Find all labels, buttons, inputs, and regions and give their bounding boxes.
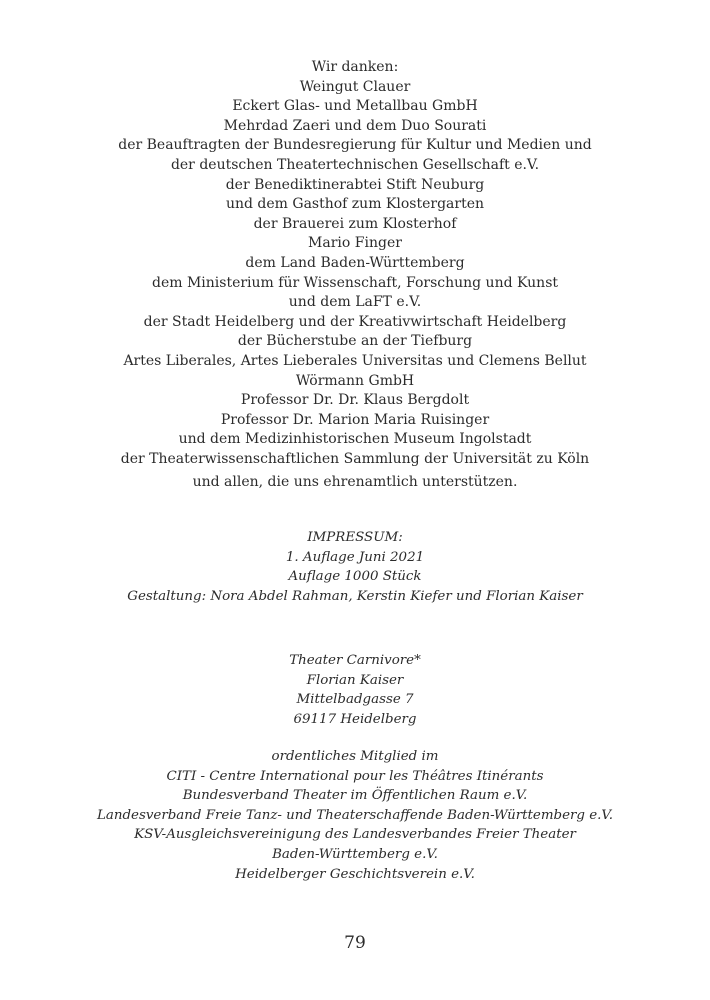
membership-line: Bundesverband Theater im Öffentlichen Raum e.V. — [182, 788, 528, 804]
thanks-line: Eckert Glas- und Metallbau GmbH — [232, 98, 478, 115]
membership-line: ordentliches Mitglied im — [271, 749, 439, 764]
thanks-line: und dem Gasthof zum Klostergarten — [225, 196, 485, 213]
thanks-line: der Benediktinerabtei Stift Neuburg — [225, 176, 485, 193]
thanks-line: Professor Dr. Marion Maria Ruisinger — [220, 411, 490, 428]
membership-line: Landesverband Freie Tanz- und Theaterschaffende Baden-Württemberg e.V. — [96, 807, 614, 823]
acknowledgements-section — [0, 58, 710, 493]
thanks-line: Artes Liberales, Artes Lieberales Universitas und Clemens Bellut — [123, 352, 587, 369]
impressum-heading: IMPRESSUM: — [307, 530, 403, 545]
page-number: 79 — [344, 933, 366, 953]
membership-line: Baden-Württemberg e.V. — [272, 846, 438, 862]
thanks-line: Weingut Clauer — [299, 78, 411, 95]
address-line: 69117 Heidelberg — [293, 711, 417, 727]
membership-line: KSV-Ausgleichsvereinigung des Landesverbandes Freier Theater — [134, 827, 576, 843]
thanks-line: der Theaterwissenschaftlichen Sammlung der Universität zu Köln — [120, 450, 590, 467]
thanks-line: der Brauerei zum Klosterhof — [253, 215, 457, 232]
membership-line: CITI - Centre International pour les Théâtres Itinérants — [166, 768, 544, 784]
impressum-line: 1. Auflage Juni 2021 — [285, 549, 425, 565]
thanks-line: Mehrdad Zaeri und dem Duo Sourati — [223, 117, 487, 134]
address-line: Florian Kaiser — [306, 672, 404, 688]
thanks-line: Wörmann GmbH — [295, 372, 415, 389]
address-section — [0, 651, 710, 729]
thanks-line: dem Ministerium für Wissenschaft, Forschung und Kunst — [151, 274, 558, 291]
thanks-line: der Stadt Heidelberg und der Kreativwirtschaft Heidelberg — [143, 313, 567, 330]
membership-line: Heidelberger Geschichtsverein e.V. — [235, 866, 475, 882]
membership-section — [0, 747, 710, 884]
impressum-line: Gestaltung: Nora Abdel Rahman, Kerstin Kiefer und Florian Kaiser — [127, 588, 583, 604]
impressum-section — [0, 528, 710, 606]
thanks-line: und dem LaFT e.V. — [288, 294, 422, 311]
thanks-line: und dem Medizinhistorischen Museum Ingolstadt — [178, 431, 532, 448]
thanks-line: Mario Finger — [308, 235, 402, 252]
thanks-line: der Bücherstube an der Tiefburg — [237, 333, 473, 350]
address-line: Mittelbadgasse 7 — [296, 692, 414, 707]
thanks-closing: und allen, die uns ehrenamtlich unterstützen. — [192, 474, 518, 491]
impressum-line: Auflage 1000 Stück — [288, 569, 422, 584]
thanks-line: der Beauftragten der Bundesregierung für Kultur und Medien und — [118, 137, 592, 154]
thanks-line: Professor Dr. Dr. Klaus Bergdolt — [240, 392, 470, 409]
thanks-heading: Wir danken: — [311, 59, 399, 75]
address-line: Theater Carnivore* — [289, 653, 421, 668]
thanks-line: dem Land Baden-Württemberg — [245, 254, 465, 271]
thanks-line: der deutschen Theatertechnischen Gesellschaft e.V. — [170, 156, 540, 173]
